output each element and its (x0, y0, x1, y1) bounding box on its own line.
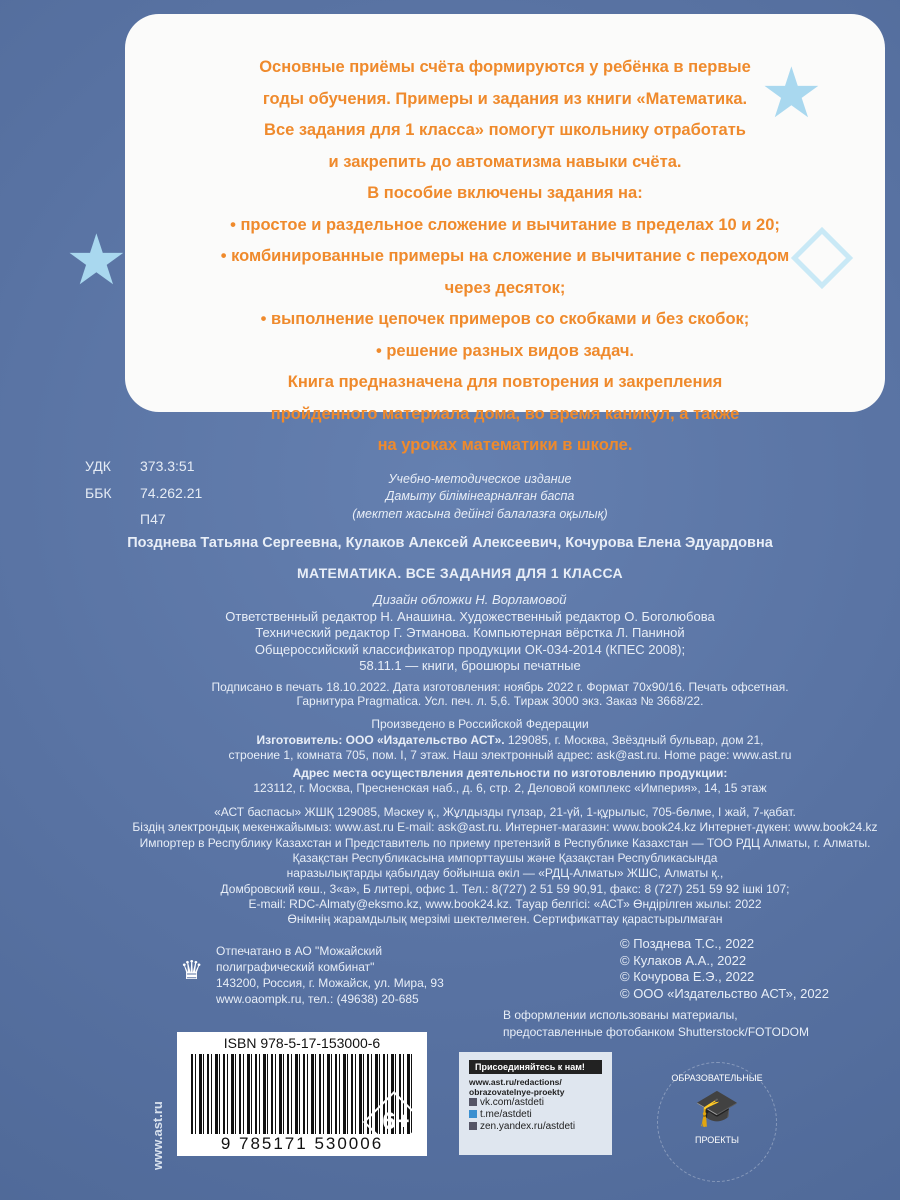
isbn: ISBN 978-5-17-153000-6 (223, 1035, 381, 1051)
credit-line: 58.11.1 — книги, брошюры печатные (359, 658, 581, 673)
blurb-line: и закрепить до автоматизма навыки счёта. (328, 152, 682, 171)
manufacturer: Изготовитель: ООО «Издательство АСТ». 129085, г. Москва, Звёздный бульвар, дом 21, (256, 733, 764, 747)
blurb-line: • решение разных видов задач. (375, 341, 635, 360)
blurb-line: на уроках математики в школе. (377, 436, 633, 454)
blurb-line: годы обучения. Примеры и задания из книги «Математика. (262, 89, 748, 108)
print-info: Подписано в печать 18.10.2022. Дата изготовления: ноябрь 2022 г. Формат 70x90/16. Печать офсетная. (211, 680, 789, 694)
blurb-line: пройденного материала дома, во время каникул, а также (270, 404, 740, 423)
blurb-line: Книга предназначена для повторения и закрепления (287, 373, 723, 391)
print-info: Гарнитура Pragmatica. Усл. печ. л. 5,6. Тираж 3000 экз. Заказ № 3668/22. (296, 694, 704, 708)
blurb-line: • выполнение цепочек примеров со скобками и без скобок; (260, 310, 750, 328)
ean-number: 9 785171 530006 (220, 1134, 384, 1153)
made-in: Произведено в Российской Федерации (371, 717, 589, 731)
credit-line: Дизайн обложки Н. Ворламовой (373, 592, 567, 607)
book-title: МАТЕМАТИКА. ВСЕ ЗАДАНИЯ ДЛЯ 1 КЛАССА (297, 565, 623, 581)
social-url[interactable]: www.ast.ru/redactions/ obrazovatelnye-proekty (469, 1077, 565, 1097)
kz-info: Біздің электрондық мекенжайымыз: www.ast.ru E-mail: ask@ast.ru. Интернет-магазин: www.book24.kz Интернет-дүкен: www.book24.kz (132, 820, 878, 834)
udc-code: УДК 373.3:51 (85, 458, 195, 474)
printer-info: Отпечатано в АО "Можайский полиграфический комбинат" 143200, Россия, г. Можайск, ул. Мира, 93 www.oaompk.ru, тел.: (49638) 20-685 (216, 944, 444, 1006)
blurb-line: Основные приёмы счёта формируются у ребёнка в первые (259, 58, 751, 76)
kz-info: Қазақстан Республикасына импорттаушы және Қазақстан Республикасында (292, 851, 718, 865)
educational-projects-logo: ОБРАЗОВАТЕЛЬНЫЕ 🎓 ПРОЕКТЫ (657, 1062, 777, 1182)
star-decoration-icon: ★ (65, 221, 128, 299)
design-note: В оформлении использованы материалы, предоставленные фотобанком Shutterstock/FOTODOM (503, 1008, 809, 1039)
printer-logo-icon: ♛ (180, 955, 204, 985)
edition-note-kz: (мектеп жасына дейінгі балалазға оқылық) (352, 507, 608, 521)
blurb-line: через десяток; (444, 278, 566, 297)
blurb-line: • комбинированные примеры на сложение и вычитание с переходом (220, 247, 790, 265)
manufacturer-contacts: строение 1, комната 705, пом. I, 7 этаж. Наш электронный адрес: ask@ast.ru. Home page: www.ast.ru (228, 748, 792, 762)
edition-type: Учебно-методическое издание (388, 472, 572, 486)
age-rating: 6+ (382, 1108, 410, 1135)
social-header: Присоединяйтесь к нам! (469, 1060, 602, 1074)
blurb-line: В пособие включены задания на: (367, 184, 643, 202)
bbk-code: ББК 74.262.21 (85, 485, 203, 501)
credit-line: Технический редактор Г. Этманова. Компьютерная вёрстка Л. Паниной (255, 625, 685, 640)
copyrights: © Позднева Т.С., 2022 © Кулаков А.А., 2022 © Кочурова Е.Э., 2022 © ООО «Издательство АСТ», 2022 (620, 936, 830, 1001)
kz-info: Өнімнің жарамдылық мерзімі шектелмеген. Сертификаттау қарастырылмаған (287, 912, 723, 926)
zen-icon (469, 1122, 477, 1130)
blurb-line: • простое и раздельное сложение и вычитание в пределах 10 и 20; (230, 215, 780, 234)
social-box (459, 1052, 612, 1155)
star-decoration-icon: ★ (760, 54, 823, 132)
production-address-label: Адрес места осуществления деятельности по изготовлению продукции: (292, 766, 728, 780)
telegram-icon (469, 1110, 477, 1118)
kz-info: «АСТ баспасы» ЖШҚ 129085, Мәскеу қ., Жұлдызды гүлзар, 21-үй, 1-құрылыс, 705-бөлме, I жай, 7-қабат. (214, 805, 796, 819)
kz-info: Импортер в Республику Казахстан и Представитель по приему претензий в Республике Казахстан — ТОО РДЦ Алматы, г. Алматы. (139, 836, 871, 850)
kz-info: наразылықтарды қабылдау бойынша өкіл — «РДЦ-Алматы» ЖШС, Алматы қ., (286, 866, 724, 880)
blurb-line: Все задания для 1 класса» помогут школьнику отработать (264, 121, 746, 139)
kz-info: Домбровский көш., 3«а», Б литері, офис 1. Тел.: 8(727) 2 51 59 90,91, факс: 8 (727) 251 59 92 ішкі 107; (220, 882, 790, 896)
authors: Позднева Татьяна Сергеевна, Кулаков Алексей Алексеевич, Кочурова Елена Эдуардовна (127, 535, 773, 551)
kz-info: E-mail: RDC-Almaty@eksmo.kz, www.book24.kz. Тауар белгісі: «АСТ» Өндірілген жылы: 2022 (248, 897, 762, 911)
credit-line: Общероссийский классификатор продукции ОК-034-2014 (КПЕС 2008); (254, 642, 686, 657)
cat-graduate-icon: 🎓 (694, 1087, 740, 1128)
edition-type-kz: Дамыту білімінеарналған баспа (385, 489, 575, 503)
vk-icon (469, 1098, 477, 1106)
website-vertical[interactable]: www.ast.ru (150, 1101, 165, 1170)
social-link-zen[interactable]: zen.yandex.ru/astdeti (469, 1121, 602, 1133)
production-address: 123112, г. Москва, Пресненская наб., д. 6, стр. 2, Деловой комплекс «Империя», 14, 15 этаж (253, 781, 767, 795)
social-link-vk[interactable]: vk.com/astdeti (469, 1097, 602, 1109)
credit-line: Ответственный редактор Н. Анашина. Художественный редактор О. Боголюбова (225, 609, 715, 624)
social-link-telegram[interactable]: t.me/astdeti (469, 1109, 602, 1121)
